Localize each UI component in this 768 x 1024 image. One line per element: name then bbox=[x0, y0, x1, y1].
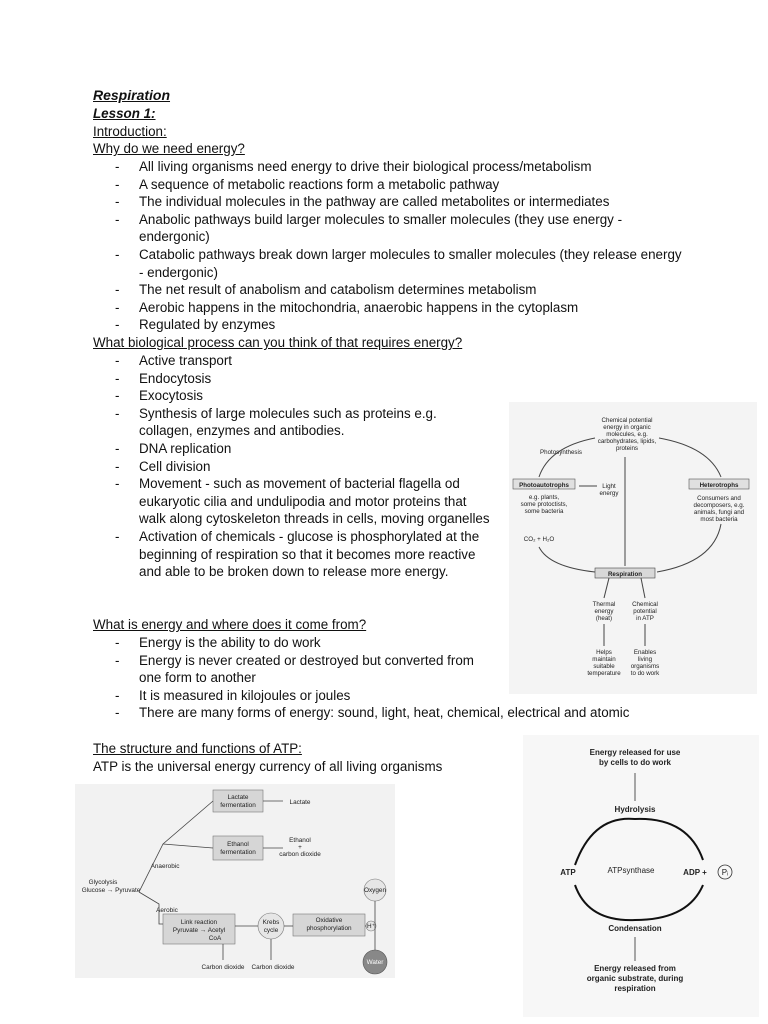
enables-label: living bbox=[637, 656, 653, 663]
carbon-dioxide-label: Carbon dioxide bbox=[201, 964, 245, 971]
list-item: - Exocytosis bbox=[93, 387, 494, 405]
lactate-fermentation-label: Lactate bbox=[227, 794, 249, 801]
photo-example: e.g. plants, bbox=[528, 494, 560, 501]
glucose-pyruvate-label: Glucose → Pyruvate bbox=[81, 887, 141, 894]
list-item: - Endocytosis bbox=[93, 370, 494, 388]
atp-label: ATP bbox=[560, 868, 576, 877]
carbon-dioxide-label: Carbon dioxide bbox=[251, 964, 295, 971]
energy-flow-diagram bbox=[509, 402, 757, 694]
atp-cycle-diagram bbox=[523, 735, 759, 1017]
list-processes bbox=[93, 352, 513, 581]
energy-source-label: organic substrate, during bbox=[586, 974, 684, 983]
glycolysis-label: Glycolysis bbox=[88, 879, 118, 886]
phosphate-label: Pᵢ bbox=[721, 868, 729, 877]
thermal-label: (heat) bbox=[595, 615, 613, 622]
co2-water-label: CO₂ + H₂O bbox=[523, 536, 555, 543]
photo-example: some protoctists, bbox=[520, 501, 568, 508]
condensation-label: Condensation bbox=[608, 924, 662, 933]
question-heading-3: What is energy and where does it come from? bbox=[93, 617, 367, 632]
energy-source-label: Energy released from bbox=[594, 964, 676, 973]
link-reaction-label: Link reaction bbox=[180, 919, 218, 926]
krebs-label: Krebs bbox=[262, 919, 280, 926]
list-item: - Cell division bbox=[93, 458, 494, 476]
ethanol-label: carbon dioxide bbox=[279, 851, 321, 858]
energy-source-label: respiration bbox=[614, 984, 656, 993]
h-plus-label: H⁺ bbox=[367, 923, 375, 930]
adp-label: ADP + bbox=[683, 868, 707, 877]
energy-use-label: by cells to do work bbox=[598, 758, 672, 767]
list-item: - Active transport bbox=[93, 352, 494, 370]
list-item: - Regulated by enzymes bbox=[93, 316, 683, 334]
hydrolysis-label: Hydrolysis bbox=[614, 805, 656, 814]
list-item: - Synthesis of large molecules such as proteins e.g. collagen, enzymes and antibodies. bbox=[93, 405, 494, 440]
photosynthesis-label: Photosynthesis bbox=[540, 449, 582, 456]
oxygen-label: Oxygen bbox=[363, 887, 387, 894]
hetero-example: decomposers, e.g. bbox=[693, 502, 745, 509]
respiration-label: Respiration bbox=[607, 571, 643, 578]
oxphos-label: phosphorylation bbox=[306, 925, 352, 932]
list-item: - Activation of chemicals - glucose is phosphorylated at the beginning of respiration so that it becomes more reactive and able to be broken down to release more energy. bbox=[93, 528, 494, 581]
lactate-label: Lactate bbox=[289, 799, 311, 806]
chem-atp-label: Chemical bbox=[632, 601, 658, 608]
hetero-example: most bacteria bbox=[700, 516, 738, 523]
photo-example: some bacteria bbox=[524, 508, 564, 515]
list-item: - DNA replication bbox=[93, 440, 494, 458]
link-equation-label: Pyruvate → Acetyl bbox=[172, 927, 226, 934]
enables-label: organisms bbox=[630, 663, 660, 670]
list-item: - Energy is never created or destroyed but converted from one form to another bbox=[93, 652, 494, 687]
chem-energy-label: molecules, e.g. bbox=[606, 431, 648, 438]
link-equation-label: CoA bbox=[208, 935, 222, 942]
aerobic-label: Aerobic bbox=[156, 907, 178, 914]
water-label: Water bbox=[366, 959, 384, 966]
lesson-heading: Lesson 1: bbox=[93, 106, 156, 121]
anaerobic-label: Anaerobic bbox=[150, 863, 180, 870]
photoautotrophs-label: Photoautotrophs bbox=[519, 482, 569, 489]
question-heading-2: What biological process can you think of that requires energy? bbox=[93, 335, 463, 350]
enables-label: Enables bbox=[633, 649, 657, 656]
lactate-fermentation-label: fermentation bbox=[220, 802, 256, 809]
list-item: - Movement - such as movement of bacterial flagella od eukaryotic cilia and undulipodia and motor proteins that walk along cytoskeleton threads in cells, moving organelles bbox=[93, 475, 494, 528]
list-item: - The individual molecules in the pathway are called metabolites or intermediates bbox=[93, 193, 683, 211]
list-item: - All living organisms need energy to drive their biological process/metabolism bbox=[93, 158, 683, 176]
helps-label: maintain bbox=[592, 656, 616, 663]
atp-heading: The structure and functions of ATP: bbox=[93, 741, 302, 756]
hetero-example: Consumers and bbox=[697, 495, 741, 502]
list-item: - There are many forms of energy: sound, light, heat, chemical, electrical and atomic bbox=[93, 704, 693, 722]
intro-heading: Introduction: bbox=[93, 124, 167, 139]
helps-label: suitable bbox=[593, 663, 615, 670]
list-item: - Energy is the ability to do work bbox=[93, 634, 494, 652]
chem-atp-label: in ATP bbox=[636, 615, 654, 622]
thermal-label: Thermal bbox=[592, 601, 616, 608]
chem-energy-label: energy in organic bbox=[603, 424, 651, 431]
list-item: - Anabolic pathways build larger molecules to smaller molecules (they use energy - endergonic) bbox=[93, 211, 683, 246]
list-item: - Aerobic happens in the mitochondria, anaerobic happens in the cytoplasm bbox=[93, 299, 683, 317]
helps-label: Helps bbox=[596, 649, 612, 656]
heterotrophs-label: Heterotrophs bbox=[699, 482, 739, 489]
light-energy-label: energy bbox=[599, 490, 619, 497]
chem-energy-label: Chemical potential bbox=[601, 417, 653, 424]
atp-synthase-label: ATPsynthase bbox=[607, 866, 655, 875]
list-item: - The net result of anabolism and catabolism determines metabolism bbox=[93, 281, 683, 299]
list-item: - It is measured in kilojoules or joules bbox=[93, 687, 693, 705]
chem-energy-label: carbohydrates, lipids, bbox=[597, 438, 657, 445]
page-title: Respiration bbox=[93, 87, 171, 103]
ethanol-label: Ethanol bbox=[289, 837, 311, 844]
list-item: - Catabolic pathways break down larger molecules to smaller molecules (they release energy - endergonic) bbox=[93, 246, 683, 281]
list-why-energy bbox=[93, 158, 683, 334]
list-item: - A sequence of metabolic reactions form a metabolic pathway bbox=[93, 176, 683, 194]
ethanol-fermentation-label: fermentation bbox=[220, 849, 256, 856]
ethanol-fermentation-label: Ethanol bbox=[227, 841, 249, 848]
helps-label: temperature bbox=[587, 670, 621, 677]
ethanol-label: + bbox=[298, 844, 302, 851]
chem-energy-label: proteins bbox=[615, 445, 639, 452]
respiration-pathway-diagram bbox=[75, 784, 395, 978]
question-heading-1: Why do we need energy? bbox=[93, 141, 245, 156]
light-energy-label: Light bbox=[602, 483, 616, 490]
atp-sentence: ATP is the universal energy currency of all living organisms bbox=[93, 759, 443, 774]
oxphos-label: Oxidative bbox=[315, 917, 343, 924]
chem-atp-label: potential bbox=[633, 608, 657, 615]
krebs-label: cycle bbox=[263, 927, 279, 934]
hetero-example: animals, fungi and bbox=[693, 509, 745, 516]
enables-label: to do work bbox=[630, 670, 660, 677]
energy-use-label: Energy released for use bbox=[589, 748, 681, 757]
thermal-label: energy bbox=[594, 608, 614, 615]
